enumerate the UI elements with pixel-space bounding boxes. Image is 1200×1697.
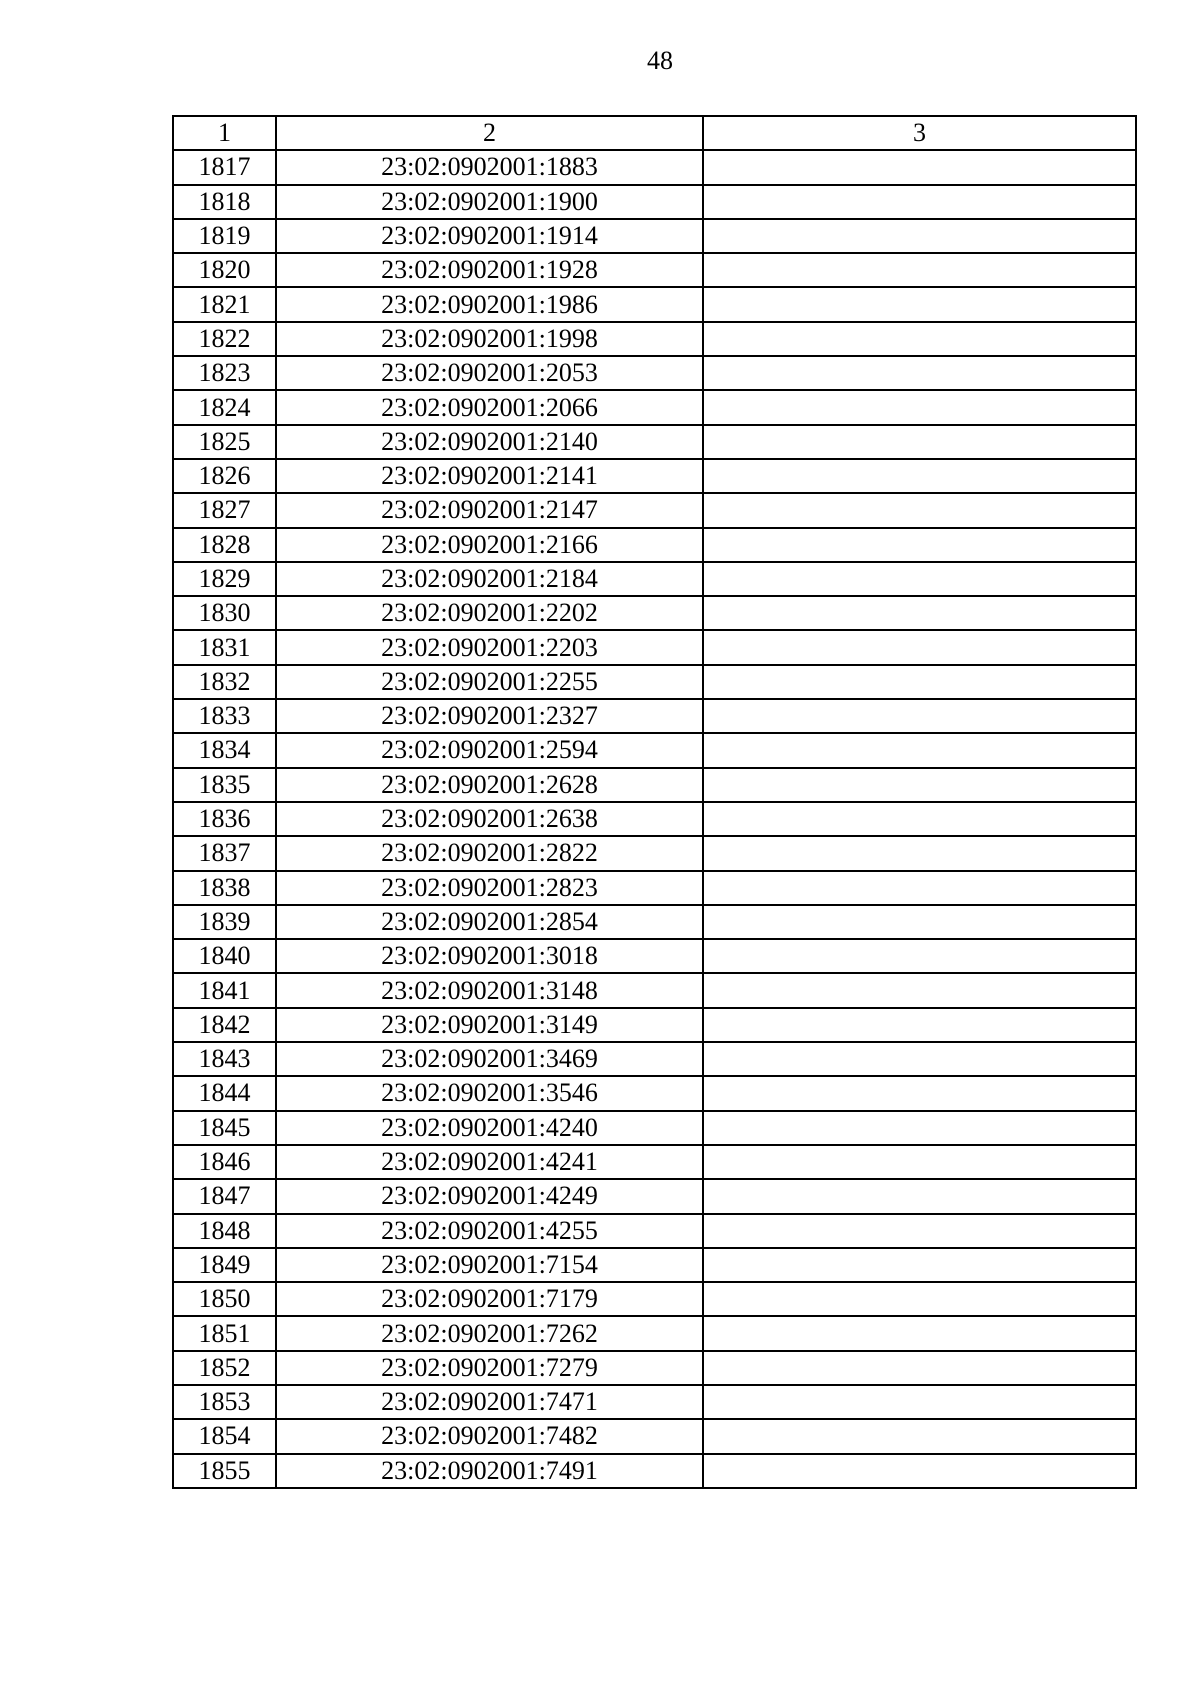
cadastral-number-cell: 23:02:0902001:2327	[276, 699, 703, 733]
cadastral-number-cell: 23:02:0902001:1998	[276, 322, 703, 356]
notes-cell	[703, 1248, 1136, 1282]
table-row	[173, 1179, 1136, 1213]
table-row	[173, 665, 1136, 699]
cadastral-number-cell: 23:02:0902001:2822	[276, 836, 703, 870]
row-number-cell: 1827	[173, 493, 276, 527]
row-number-cell: 1855	[173, 1454, 276, 1488]
cadastral-number-cell: 23:02:0902001:2203	[276, 630, 703, 664]
cadastral-number-cell: 23:02:0902001:2638	[276, 802, 703, 836]
table-row	[173, 905, 1136, 939]
cadastral-number-cell: 23:02:0902001:2823	[276, 871, 703, 905]
cadastral-number-cell: 23:02:0902001:4255	[276, 1214, 703, 1248]
row-number-cell: 1849	[173, 1248, 276, 1282]
table-row	[173, 459, 1136, 493]
notes-cell	[703, 802, 1136, 836]
row-number-cell: 1837	[173, 836, 276, 870]
row-number-cell: 1835	[173, 768, 276, 802]
notes-cell	[703, 185, 1136, 219]
row-number-cell: 1847	[173, 1179, 276, 1213]
notes-cell	[703, 322, 1136, 356]
data-table	[172, 115, 1137, 1489]
table-row	[173, 219, 1136, 253]
table-row	[173, 528, 1136, 562]
table-row	[173, 733, 1136, 767]
row-number-cell: 1851	[173, 1316, 276, 1350]
cadastral-number-cell: 23:02:0902001:2053	[276, 356, 703, 390]
table-row	[173, 836, 1136, 870]
table-row	[173, 425, 1136, 459]
column-header-1: 1	[173, 116, 276, 150]
table-row	[173, 562, 1136, 596]
row-number-cell: 1820	[173, 253, 276, 287]
cadastral-number-cell: 23:02:0902001:3018	[276, 939, 703, 973]
row-number-cell: 1839	[173, 905, 276, 939]
notes-cell	[703, 1316, 1136, 1350]
row-number-cell: 1830	[173, 596, 276, 630]
row-number-cell: 1831	[173, 630, 276, 664]
notes-cell	[703, 1385, 1136, 1419]
row-number-cell: 1832	[173, 665, 276, 699]
table-row	[173, 1454, 1136, 1488]
table-row	[173, 1145, 1136, 1179]
row-number-cell: 1836	[173, 802, 276, 836]
table-row	[173, 493, 1136, 527]
row-number-cell: 1844	[173, 1076, 276, 1110]
row-number-cell: 1846	[173, 1145, 276, 1179]
table-row	[173, 1248, 1136, 1282]
table-row	[173, 1282, 1136, 1316]
notes-cell	[703, 1145, 1136, 1179]
cadastral-number-cell: 23:02:0902001:7471	[276, 1385, 703, 1419]
cadastral-number-cell: 23:02:0902001:7279	[276, 1351, 703, 1385]
notes-cell	[703, 973, 1136, 1007]
cadastral-number-cell: 23:02:0902001:2166	[276, 528, 703, 562]
table-row	[173, 356, 1136, 390]
notes-cell	[703, 356, 1136, 390]
table-row	[173, 1385, 1136, 1419]
cadastral-number-cell: 23:02:0902001:2140	[276, 425, 703, 459]
cadastral-number-cell: 23:02:0902001:7179	[276, 1282, 703, 1316]
cadastral-number-cell: 23:02:0902001:4241	[276, 1145, 703, 1179]
cadastral-number-cell: 23:02:0902001:1883	[276, 150, 703, 184]
row-number-cell: 1852	[173, 1351, 276, 1385]
table-row	[173, 1351, 1136, 1385]
notes-cell	[703, 1076, 1136, 1110]
table-row	[173, 322, 1136, 356]
table-row	[173, 939, 1136, 973]
notes-cell	[703, 1282, 1136, 1316]
cadastral-number-cell: 23:02:0902001:2854	[276, 905, 703, 939]
cadastral-number-cell: 23:02:0902001:7482	[276, 1419, 703, 1453]
table-row	[173, 390, 1136, 424]
notes-cell	[703, 1351, 1136, 1385]
row-number-cell: 1840	[173, 939, 276, 973]
cadastral-number-cell: 23:02:0902001:2141	[276, 459, 703, 493]
notes-cell	[703, 871, 1136, 905]
notes-cell	[703, 1454, 1136, 1488]
table-row	[173, 973, 1136, 1007]
notes-cell	[703, 1179, 1136, 1213]
notes-cell	[703, 1111, 1136, 1145]
cadastral-number-cell: 23:02:0902001:2184	[276, 562, 703, 596]
notes-cell	[703, 287, 1136, 321]
row-number-cell: 1823	[173, 356, 276, 390]
row-number-cell: 1845	[173, 1111, 276, 1145]
notes-cell	[703, 150, 1136, 184]
table-row	[173, 1111, 1136, 1145]
row-number-cell: 1838	[173, 871, 276, 905]
cadastral-number-cell: 23:02:0902001:3546	[276, 1076, 703, 1110]
notes-cell	[703, 562, 1136, 596]
table-row	[173, 1076, 1136, 1110]
row-number-cell: 1819	[173, 219, 276, 253]
cadastral-number-cell: 23:02:0902001:1914	[276, 219, 703, 253]
notes-cell	[703, 493, 1136, 527]
row-number-cell: 1822	[173, 322, 276, 356]
row-number-cell: 1841	[173, 973, 276, 1007]
table-row	[173, 596, 1136, 630]
row-number-cell: 1848	[173, 1214, 276, 1248]
notes-cell	[703, 1008, 1136, 1042]
notes-cell	[703, 425, 1136, 459]
notes-cell	[703, 836, 1136, 870]
row-number-cell: 1829	[173, 562, 276, 596]
notes-cell	[703, 219, 1136, 253]
cadastral-number-cell: 23:02:0902001:1986	[276, 287, 703, 321]
cadastral-number-cell: 23:02:0902001:2066	[276, 390, 703, 424]
cadastral-number-cell: 23:02:0902001:7491	[276, 1454, 703, 1488]
cadastral-number-cell: 23:02:0902001:2594	[276, 733, 703, 767]
notes-cell	[703, 665, 1136, 699]
cadastral-number-cell: 23:02:0902001:3149	[276, 1008, 703, 1042]
table-row	[173, 185, 1136, 219]
cadastral-number-cell: 23:02:0902001:3469	[276, 1042, 703, 1076]
row-number-cell: 1828	[173, 528, 276, 562]
row-number-cell: 1842	[173, 1008, 276, 1042]
table-row	[173, 1419, 1136, 1453]
row-number-cell: 1853	[173, 1385, 276, 1419]
table-row	[173, 802, 1136, 836]
cadastral-number-cell: 23:02:0902001:2255	[276, 665, 703, 699]
table-row	[173, 1316, 1136, 1350]
row-number-cell: 1843	[173, 1042, 276, 1076]
cadastral-number-cell: 23:02:0902001:4240	[276, 1111, 703, 1145]
table-row	[173, 768, 1136, 802]
notes-cell	[703, 939, 1136, 973]
row-number-cell: 1854	[173, 1419, 276, 1453]
notes-cell	[703, 768, 1136, 802]
table-header-row	[173, 116, 1136, 150]
row-number-cell: 1825	[173, 425, 276, 459]
row-number-cell: 1824	[173, 390, 276, 424]
row-number-cell: 1833	[173, 699, 276, 733]
notes-cell	[703, 459, 1136, 493]
notes-cell	[703, 1419, 1136, 1453]
row-number-cell: 1850	[173, 1282, 276, 1316]
page-number: 48	[647, 46, 673, 75]
table-row	[173, 1214, 1136, 1248]
cadastral-number-cell: 23:02:0902001:4249	[276, 1179, 703, 1213]
row-number-cell: 1817	[173, 150, 276, 184]
column-header-3: 3	[703, 116, 1136, 150]
notes-cell	[703, 1042, 1136, 1076]
notes-cell	[703, 596, 1136, 630]
cadastral-number-cell: 23:02:0902001:1900	[276, 185, 703, 219]
notes-cell	[703, 699, 1136, 733]
cadastral-number-cell: 23:02:0902001:2628	[276, 768, 703, 802]
notes-cell	[703, 390, 1136, 424]
cadastral-number-cell: 23:02:0902001:2202	[276, 596, 703, 630]
table-row	[173, 1042, 1136, 1076]
row-number-cell: 1834	[173, 733, 276, 767]
table-row	[173, 699, 1136, 733]
table-row	[173, 630, 1136, 664]
table-row	[173, 1008, 1136, 1042]
row-number-cell: 1826	[173, 459, 276, 493]
cadastral-number-cell: 23:02:0902001:3148	[276, 973, 703, 1007]
notes-cell	[703, 253, 1136, 287]
cadastral-number-cell: 23:02:0902001:1928	[276, 253, 703, 287]
notes-cell	[703, 1214, 1136, 1248]
notes-cell	[703, 630, 1136, 664]
cadastral-number-cell: 23:02:0902001:7262	[276, 1316, 703, 1350]
notes-cell	[703, 905, 1136, 939]
notes-cell	[703, 733, 1136, 767]
cadastral-number-cell: 23:02:0902001:7154	[276, 1248, 703, 1282]
row-number-cell: 1821	[173, 287, 276, 321]
table-row	[173, 871, 1136, 905]
row-number-cell: 1818	[173, 185, 276, 219]
notes-cell	[703, 528, 1136, 562]
table-body	[173, 116, 1136, 1488]
table-row	[173, 287, 1136, 321]
column-header-2: 2	[276, 116, 703, 150]
table-row	[173, 150, 1136, 184]
cadastral-number-cell: 23:02:0902001:2147	[276, 493, 703, 527]
table-row	[173, 253, 1136, 287]
